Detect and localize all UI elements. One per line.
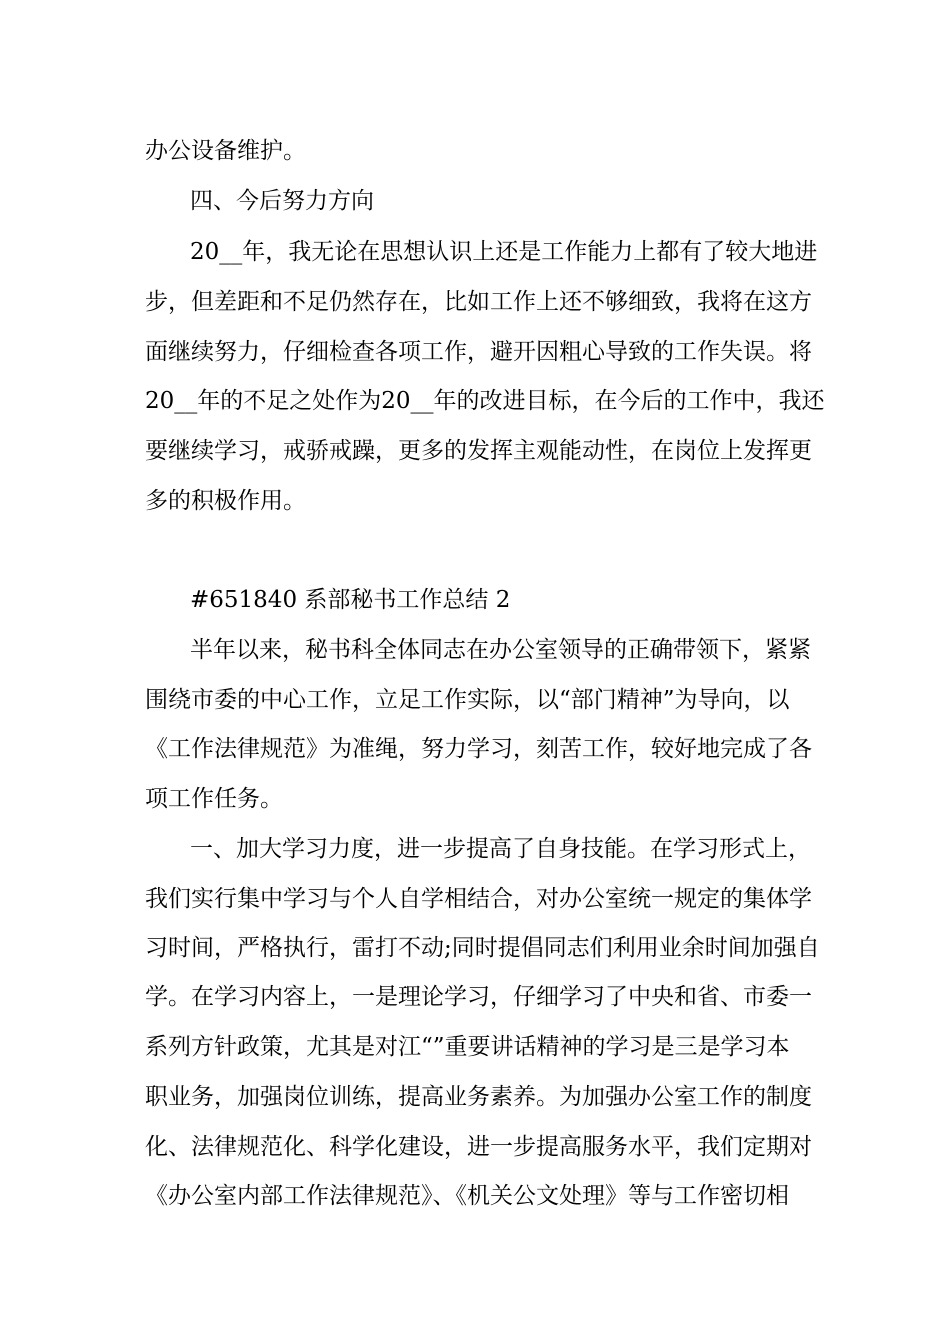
paragraph-line: 半年以来，秘书科全体同志在办公室领导的正确带领下，紧紧 [190, 637, 811, 663]
paragraph-line: 围绕市委的中心工作，立足工作实际，以“部门精神”为导向，以 [145, 687, 790, 713]
paragraph-line: 学。在学习内容上，一是理论学习，仔细学习了中央和省、市委一 [145, 984, 812, 1010]
article-title: #651840 系部秘书工作总结 2 [190, 587, 511, 613]
paragraph-line: 20__年的不足之处作为20__年的改进目标，在今后的工作中，我还 [145, 388, 825, 414]
paragraph-line: 20__年，我无论在思想认识上还是工作能力上都有了较大地进 [190, 239, 818, 265]
paragraph-line: 步，但差距和不足仍然存在，比如工作上还不够细致，我将在这方 [145, 289, 812, 315]
paragraph-line: 办公设备维护。 [145, 138, 306, 164]
section-heading: 四、今后努力方向 [190, 188, 374, 214]
paragraph-line: 面继续努力，仔细检查各项工作，避开因粗心导致的工作失误。将 [145, 339, 812, 365]
paragraph-line: 多的积极作用。 [145, 488, 306, 514]
paragraph-line: 一、加大学习力度，进一步提高了自身技能。在学习形式上， [190, 836, 811, 862]
paragraph-line: 系列方针政策，尤其是对江“”重要讲话精神的学习是三是学习本 [145, 1034, 790, 1060]
paragraph-line: 化、法律规范化、科学化建设，进一步提高服务水平，我们定期对 [145, 1134, 812, 1160]
paragraph-line: 《工作法律规范》为准绳，努力学习，刻苦工作，较好地完成了各 [145, 736, 812, 762]
paragraph-line: 我们实行集中学习与个人自学相结合，对办公室统一规定的集体学 [145, 886, 812, 912]
paragraph-line: 要继续学习，戒骄戒躁，更多的发挥主观能动性，在岗位上发挥更 [145, 438, 812, 464]
paragraph-line: 职业务，加强岗位训练，提高业务素养。为加强办公室工作的制度 [145, 1084, 812, 1110]
paragraph-line: 习时间，严格执行，雷打不动;同时提倡同志们利用业余时间加强自 [145, 935, 820, 961]
paragraph-line: 项工作任务。 [145, 786, 283, 812]
paragraph-line: 《办公室内部工作法律规范》、《机关公文处理》等与工作密切相 [145, 1183, 789, 1209]
